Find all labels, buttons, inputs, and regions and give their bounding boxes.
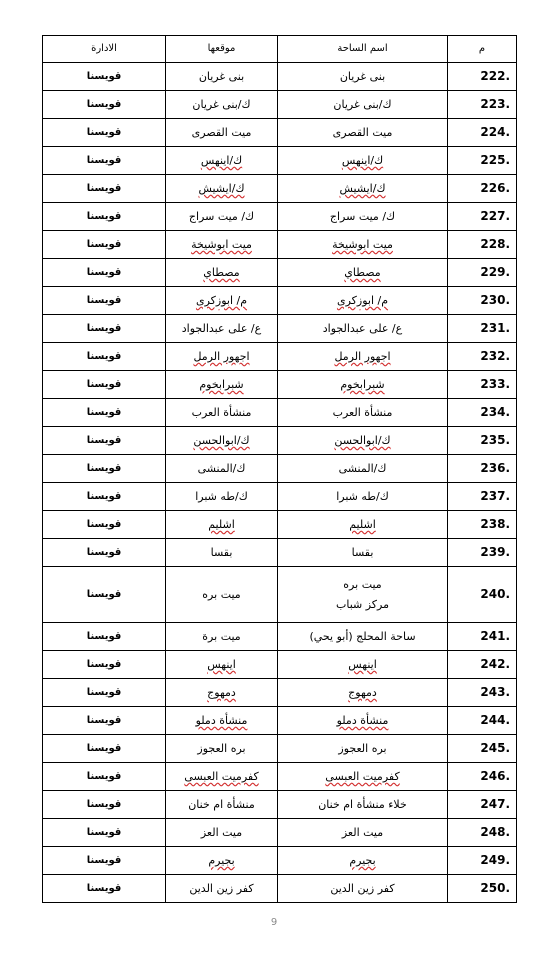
row-name bbox=[278, 511, 448, 539]
row-admin: قويسنا bbox=[43, 343, 166, 371]
row-admin: قويسنا bbox=[43, 567, 166, 623]
row-location: منشأة العرب bbox=[166, 399, 278, 427]
row-location-text: مصطاي bbox=[203, 265, 240, 279]
row-name-text: منشأة دملو bbox=[336, 713, 389, 727]
table-row bbox=[43, 511, 517, 539]
table-row bbox=[43, 455, 517, 483]
table-row bbox=[43, 567, 517, 623]
row-admin: قويسنا bbox=[43, 119, 166, 147]
row-location bbox=[166, 343, 278, 371]
row-location: بنى غريان bbox=[166, 63, 278, 91]
row-num: 224. bbox=[448, 119, 517, 147]
row-name: منشأة العرب bbox=[278, 399, 448, 427]
row-location-text: شبرابخوم bbox=[199, 377, 244, 391]
row-name: ك/ ميت سراج bbox=[278, 203, 448, 231]
row-location bbox=[166, 231, 278, 259]
row-num: 228. bbox=[448, 231, 517, 259]
row-location bbox=[166, 371, 278, 399]
row-num: 242. bbox=[448, 651, 517, 679]
row-location bbox=[166, 679, 278, 707]
row-name-text: ك/ايشيش bbox=[339, 181, 386, 195]
row-location-text: ك/ابوالحسن bbox=[193, 433, 250, 447]
row-location bbox=[166, 175, 278, 203]
row-num: 250. bbox=[448, 875, 517, 903]
row-num: 230. bbox=[448, 287, 517, 315]
row-name bbox=[278, 259, 448, 287]
row-name-text: اشليم bbox=[349, 517, 376, 531]
row-name-text: دمهوج bbox=[348, 685, 377, 699]
row-location-text: اجهور الرمل bbox=[193, 349, 250, 363]
row-admin: قويسنا bbox=[43, 623, 166, 651]
row-name-text: ك/ابوالحسن bbox=[334, 433, 391, 447]
row-num: 234. bbox=[448, 399, 517, 427]
row-location bbox=[166, 511, 278, 539]
row-admin: قويسنا bbox=[43, 539, 166, 567]
row-location-text: ك/ايشيش bbox=[198, 181, 245, 195]
header-location: موقعها bbox=[166, 36, 278, 63]
row-name-text: م/ ابوزكرى bbox=[336, 293, 389, 307]
row-location bbox=[166, 287, 278, 315]
table-row bbox=[43, 819, 517, 847]
row-name-line-2: مركز شباب bbox=[335, 597, 389, 611]
row-name-line-1: ميت بره bbox=[343, 578, 382, 592]
table-row bbox=[43, 119, 517, 147]
table-row bbox=[43, 399, 517, 427]
row-location: ميت برة bbox=[166, 623, 278, 651]
row-num: 238. bbox=[448, 511, 517, 539]
table-row bbox=[43, 371, 517, 399]
row-location bbox=[166, 259, 278, 287]
table-row bbox=[43, 735, 517, 763]
row-num: 245. bbox=[448, 735, 517, 763]
table-row bbox=[43, 203, 517, 231]
row-admin: قويسنا bbox=[43, 511, 166, 539]
row-num: 237. bbox=[448, 483, 517, 511]
row-location: ك/طه شبرا bbox=[166, 483, 278, 511]
table-row bbox=[43, 763, 517, 791]
row-location bbox=[166, 651, 278, 679]
row-name bbox=[278, 707, 448, 735]
table-row bbox=[43, 91, 517, 119]
row-location: ميت بره bbox=[166, 567, 278, 623]
row-name: ك/طه شبرا bbox=[278, 483, 448, 511]
row-name-text: بجيرم bbox=[349, 853, 376, 867]
row-name bbox=[278, 567, 448, 623]
page-number: 9 bbox=[270, 917, 278, 928]
row-name: ع/ على عبدالجواد bbox=[278, 315, 448, 343]
row-name: ك/المنشى bbox=[278, 455, 448, 483]
row-num: 236. bbox=[448, 455, 517, 483]
table-row bbox=[43, 63, 517, 91]
row-location: كفر زين الدين bbox=[166, 875, 278, 903]
row-location: ع/ على عبدالجواد bbox=[166, 315, 278, 343]
row-num: 246. bbox=[448, 763, 517, 791]
row-name: ساحة المحلج (أبو يحي) bbox=[278, 623, 448, 651]
table-row bbox=[43, 539, 517, 567]
row-location bbox=[166, 847, 278, 875]
row-num: 227. bbox=[448, 203, 517, 231]
header-admin: الادارة bbox=[43, 36, 166, 63]
row-admin: قويسنا bbox=[43, 147, 166, 175]
row-admin: قويسنا bbox=[43, 399, 166, 427]
row-num: 223. bbox=[448, 91, 517, 119]
row-name: ميت القصرى bbox=[278, 119, 448, 147]
row-name bbox=[278, 679, 448, 707]
row-name bbox=[278, 763, 448, 791]
row-admin: قويسنا bbox=[43, 315, 166, 343]
row-name-text: مصطاي bbox=[344, 265, 381, 279]
row-name bbox=[278, 175, 448, 203]
table-row bbox=[43, 791, 517, 819]
row-admin: قويسنا bbox=[43, 875, 166, 903]
row-name: ميت العز bbox=[278, 819, 448, 847]
row-admin: قويسنا bbox=[43, 287, 166, 315]
row-admin: قويسنا bbox=[43, 231, 166, 259]
header-row bbox=[43, 36, 517, 63]
table-row bbox=[43, 679, 517, 707]
row-name-text: اينهس bbox=[348, 657, 377, 671]
row-name bbox=[278, 147, 448, 175]
table-row bbox=[43, 231, 517, 259]
row-location bbox=[166, 763, 278, 791]
row-location-text: ك/اينهس bbox=[200, 153, 243, 167]
row-num: 226. bbox=[448, 175, 517, 203]
row-num: 244. bbox=[448, 707, 517, 735]
row-admin: قويسنا bbox=[43, 791, 166, 819]
table-row bbox=[43, 483, 517, 511]
row-admin: قويسنا bbox=[43, 707, 166, 735]
row-location: بقسا bbox=[166, 539, 278, 567]
row-name-text: شبرابخوم bbox=[340, 377, 385, 391]
row-location-text: اشليم bbox=[208, 517, 235, 531]
table-row bbox=[43, 259, 517, 287]
row-num: 248. bbox=[448, 819, 517, 847]
table-row bbox=[43, 427, 517, 455]
row-admin: قويسنا bbox=[43, 455, 166, 483]
row-num: 235. bbox=[448, 427, 517, 455]
row-location bbox=[166, 427, 278, 455]
row-name bbox=[278, 427, 448, 455]
row-name: ك/بنى غريان bbox=[278, 91, 448, 119]
row-admin: قويسنا bbox=[43, 483, 166, 511]
row-admin: قويسنا bbox=[43, 651, 166, 679]
row-name-text: ميت ابوشيخة bbox=[332, 237, 393, 251]
row-num: 241. bbox=[448, 623, 517, 651]
row-admin: قويسنا bbox=[43, 763, 166, 791]
row-num: 225. bbox=[448, 147, 517, 175]
row-num: 240. bbox=[448, 567, 517, 623]
row-location: ميت العز bbox=[166, 819, 278, 847]
row-name: كفر زين الدين bbox=[278, 875, 448, 903]
row-location: ك/المنشى bbox=[166, 455, 278, 483]
row-admin: قويسنا bbox=[43, 63, 166, 91]
row-location-text: كفرميت العبسى bbox=[184, 769, 259, 783]
row-num: 229. bbox=[448, 259, 517, 287]
row-admin: قويسنا bbox=[43, 175, 166, 203]
row-num: 222. bbox=[448, 63, 517, 91]
row-admin: قويسنا bbox=[43, 91, 166, 119]
row-name bbox=[278, 847, 448, 875]
table-row bbox=[43, 623, 517, 651]
row-location-text: ميت ابوشيخة bbox=[191, 237, 252, 251]
row-num: 232. bbox=[448, 343, 517, 371]
row-num: 233. bbox=[448, 371, 517, 399]
row-name-text: كفرميت العبسى bbox=[325, 769, 400, 783]
row-location-text: بجيرم bbox=[208, 853, 235, 867]
sites-table bbox=[42, 35, 517, 903]
row-name: خلاء منشأة ام خنان bbox=[278, 791, 448, 819]
row-location: ميت القصرى bbox=[166, 119, 278, 147]
row-admin: قويسنا bbox=[43, 735, 166, 763]
row-num: 249. bbox=[448, 847, 517, 875]
row-admin: قويسنا bbox=[43, 819, 166, 847]
row-name bbox=[278, 651, 448, 679]
table-row bbox=[43, 847, 517, 875]
row-location-text: منشأة دملو bbox=[195, 713, 248, 727]
header-num: م bbox=[448, 36, 517, 63]
table-row bbox=[43, 343, 517, 371]
row-name: بنى غريان bbox=[278, 63, 448, 91]
table-row bbox=[43, 651, 517, 679]
row-name-text: اجهور الرمل bbox=[334, 349, 391, 363]
row-num: 243. bbox=[448, 679, 517, 707]
table-row bbox=[43, 707, 517, 735]
row-location: ك/ ميت سراج bbox=[166, 203, 278, 231]
row-name: بره العجوز bbox=[278, 735, 448, 763]
row-location bbox=[166, 707, 278, 735]
row-admin: قويسنا bbox=[43, 371, 166, 399]
row-name: بقسا bbox=[278, 539, 448, 567]
row-location-text: اينهس bbox=[207, 657, 236, 671]
row-location-text: م/ ابوزكرى bbox=[195, 293, 248, 307]
row-location bbox=[166, 147, 278, 175]
row-name-text: ك/اينهس bbox=[341, 153, 384, 167]
row-location: منشأة ام خنان bbox=[166, 791, 278, 819]
row-admin: قويسنا bbox=[43, 259, 166, 287]
row-admin: قويسنا bbox=[43, 203, 166, 231]
row-location: ك/بنى غريان bbox=[166, 91, 278, 119]
table-row bbox=[43, 287, 517, 315]
row-name bbox=[278, 231, 448, 259]
row-name bbox=[278, 371, 448, 399]
row-num: 247. bbox=[448, 791, 517, 819]
row-admin: قويسنا bbox=[43, 679, 166, 707]
table-row bbox=[43, 175, 517, 203]
row-num: 231. bbox=[448, 315, 517, 343]
row-num: 239. bbox=[448, 539, 517, 567]
row-name bbox=[278, 287, 448, 315]
table-row bbox=[43, 147, 517, 175]
row-location: بره العجوز bbox=[166, 735, 278, 763]
table-row bbox=[43, 315, 517, 343]
table-row bbox=[43, 875, 517, 903]
header-name: اسم الساحة bbox=[278, 36, 448, 63]
row-name bbox=[278, 343, 448, 371]
row-location-text: دمهوج bbox=[207, 685, 236, 699]
row-admin: قويسنا bbox=[43, 427, 166, 455]
row-admin: قويسنا bbox=[43, 847, 166, 875]
